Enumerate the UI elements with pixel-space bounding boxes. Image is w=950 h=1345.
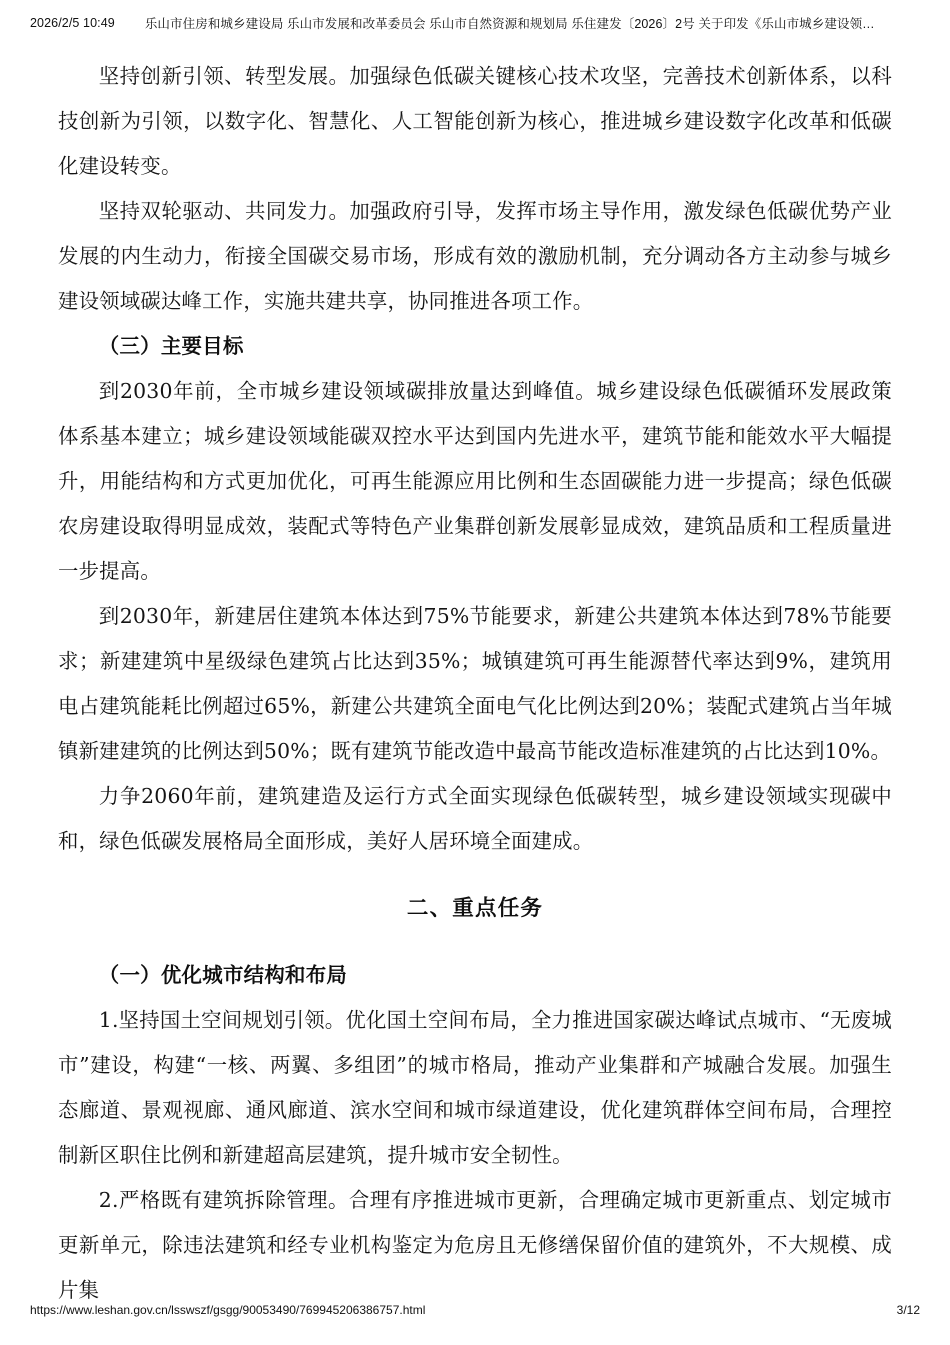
heading-spacer <box>58 864 892 886</box>
paragraph-goal-2060: 力争2060年前，建筑建造及运行方式全面实现绿色低碳转型，城乡建设领域实现碳中和，绿色低碳发展格局全面形成，美好人居环境全面建成。 <box>58 784 892 853</box>
heading-spacer-lower <box>58 931 892 953</box>
heading-main-goals: （三）主要目标 <box>98 334 244 358</box>
print-footer-page-indicator: 3/12 <box>896 1303 920 1317</box>
heading-optimize-city-structure: （一）优化城市结构和布局 <box>98 963 348 987</box>
print-header <box>0 0 950 46</box>
paragraph-task-1: 1.坚持国土空间规划引领。优化国土空间布局，全力推进国家碳达峰试点城市、“无废城市”建设，构建“一核、两翼、多组团”的城市格局，推动产业集群和产城融合发展。加强生态廊道、景观视廊、通风廊道、滨水空间和城市绿道建设，优化建筑群体空间布局，合理控制新区职住比例和新建超高层建筑，提升城市安全韧性。 <box>58 1008 892 1167</box>
print-header-datetime: 2026/2/5 10:49 <box>30 16 115 30</box>
paragraph-innovation: 坚持创新引领、转型发展。加强绿色低碳关键核心技术攻坚，完善技术创新体系，以科技创新为引领，以数字化、智慧化、人工智能创新为核心，推进城乡建设数字化改革和低碳化建设转变。 <box>58 64 892 178</box>
document-body <box>0 46 950 1302</box>
heading-key-tasks: 二、重点任务 <box>406 896 544 921</box>
print-footer-url[interactable]: https://www.leshan.gov.cn/lsswszf/gsgg/90053490/769945206386757.html <box>30 1303 426 1317</box>
paragraph-dual-drive: 坚持双轮驱动、共同发力。加强政府引导，发挥市场主导作用，激发绿色低碳优势产业发展的内生动力，衔接全国碳交易市场，形成有效的激励机制，充分调动各方主动参与城乡建设领域碳达峰工作，实施共建共享，协同推进各项工作。 <box>58 199 892 313</box>
print-header-document-title: 乐山市住房和城乡建设局 乐山市发展和改革委员会 乐山市自然资源和规划局 乐住建发〔2026〕2号 关于印发《乐山市城乡建设领… <box>144 17 875 31</box>
paragraph-goal-2030-peak: 到2030年前，全市城乡建设领域碳排放量达到峰值。城乡建设绿色低碳循环发展政策体系基本建立；城乡建设领域能碳双控水平达到国内先进水平，建筑节能和能效水平大幅提升，用能结构和方式更加优化，可再生能源应用比例和生态固碳能力进一步提高；绿色低碳农房建设取得明显成效，装配式等特色产业集群创新发展彰显成效，建筑品质和工程质量进一步提高。 <box>58 379 892 583</box>
print-footer <box>0 1289 950 1345</box>
paragraph-goal-2030-targets: 到2030年，新建居住建筑本体达到75%节能要求，新建公共建筑本体达到78%节能要求；新建建筑中星级绿色建筑占比达到35%；城镇建筑可再生能源替代率达到9%，建筑用电占建筑能耗比例超过65%，新建公共建筑全面电气化比例达到20%；装配式建筑占当年城镇新建建筑的比例达到50%；既有建筑节能改造中最高节能改造标准建筑的占比达到10%。 <box>58 604 892 763</box>
paragraph-task-2: 2.严格既有建筑拆除管理。合理有序推进城市更新，合理确定城市更新重点、划定城市更新单元，除违法建筑和经专业机构鉴定为危房且无修缮保留价值的建筑外，不大规模、成片集 <box>58 1188 892 1302</box>
